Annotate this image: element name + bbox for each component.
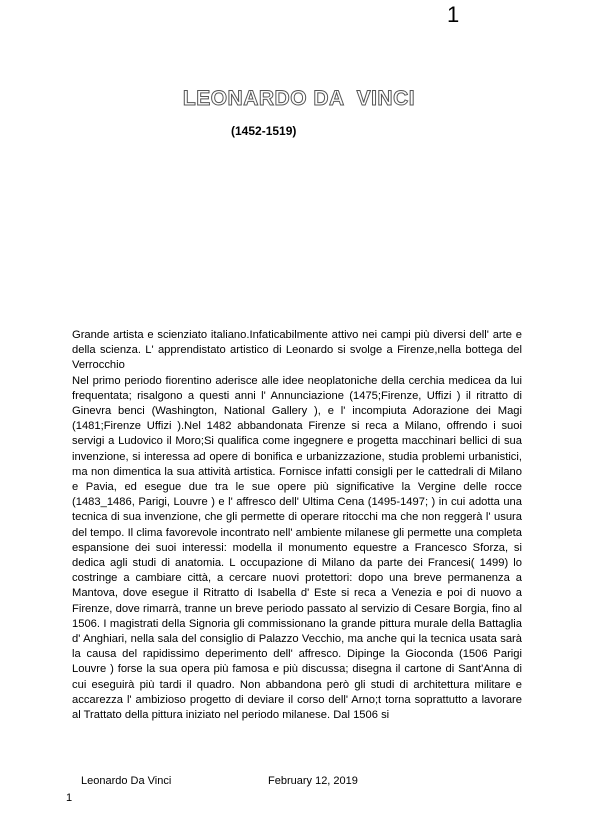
body-paragraph: Grande artista e scienziato italiano.Infaticabilmente attivo nei campi più diversi dell' arte e della scienza. L' apprendistato artistico di Leonardo si svolge a Firenze,nella bottega del Verrocchio bbox=[72, 329, 522, 372]
body-paragraph: Nel primo periodo fiorentino aderisce alle idee neoplatoniche della cerchia medicea da lui frequentata; risalgono a questi anni l' Annunciazione (1475;Firenze, Uffizi ) il ritratto di Ginevra benci (Washington, National Gallery ), e l' incompiuta Adorazione dei Magi (1481;Firenze Uffizi ).Nel 1482 abbandonata Firenze si reca a Milano, offrendo i suoi servigi a Ludovico il Moro;Si qualifica come ingegnere e progetta macchinari bellici di sua invenzione, si interessa ad opere di bonifica e urbanizzazione, studia problemi urbanistici, ma non dimentica la sua attività artistica. Fornisce infatti consigli per le cattedrali di Milano e Pavia, ed esegue due tra le sue opere più significative la Vergine delle rocce (1483_1486, Parigi, Louvre ) e l' affresco dell' Ultima Cena (1495-1497; ) in cui adotta una tecnica di sua invenzione, che gli permette di operare ritocchi ma che non reggerà l' usura del tempo. Il clima favorevole incontrato nell' ambiente milanese gli permette una completa espansione dei suoi interessi: modella il monumento equestre a Francesco Sforza, si dedica agli studi di anatomia. L occupazione di Milano da parte dei Francesi( 1499) lo costringe a cambiare città, a cercare nuovi protettori: dopo una breve permanenza a Mantova, dove esegue il Ritratto di Isabella d' Este si reca a Venezia e poi di nuovo a Firenze, dove rimarrà, tranne un breve periodo passato al servizio di Cesare Borgia, fino al 1506. I magistrati della Signoria gli commissionano la grande pittura murale della Battaglia d' Anghiari, nella sala del consiglio di Palazzo Vecchio, ma anche qui la tecnica usata sarà la causa del rapidissimo deperimento dell' affresco. Dipinge la Gioconda (1506 Parigi Louvre ) forse la sua opera più famosa e più discussa; disegna il cartone di Sant'Anna di cui eseguirà più tardi il quadro. Non abbandona però gli studi di architettura militare e accarezza l' ambizioso progetto di deviare il corso dell' Arno;t torna soprattutto a lavorare al Trattato della pittura iniziato nel periodo milanese. Dal 1506 si bbox=[72, 374, 522, 722]
document-title: LEONARDO DA VINCI bbox=[182, 87, 416, 110]
header-page-number: 1 bbox=[447, 2, 460, 27]
footer-title: Leonardo Da Vinci bbox=[81, 775, 172, 787]
footer-page-number: 1 bbox=[66, 792, 73, 804]
document-dates: (1452-1519) bbox=[231, 124, 297, 138]
body-text bbox=[72, 328, 522, 723]
footer-date: February 12, 2019 bbox=[268, 775, 358, 787]
